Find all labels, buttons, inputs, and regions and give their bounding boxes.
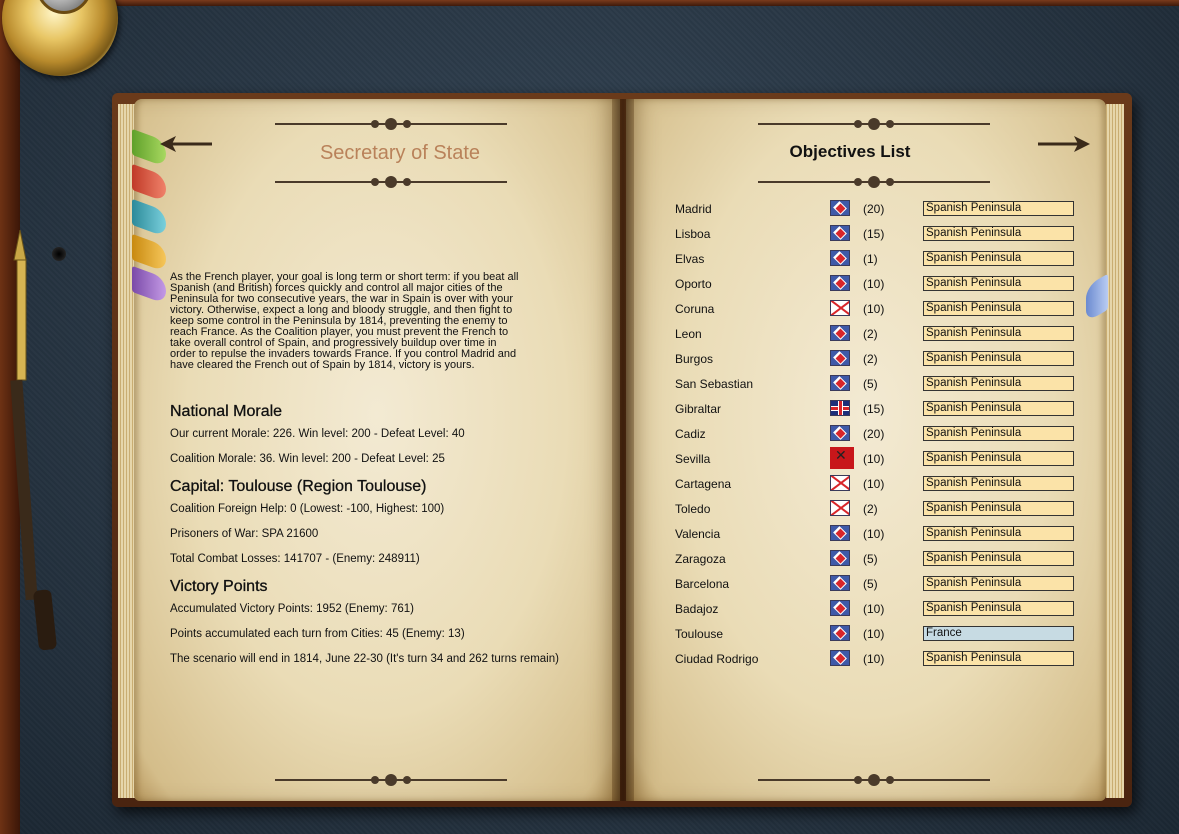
objective-region: Spanish Peninsula — [923, 326, 1074, 341]
objective-region: Spanish Peninsula — [923, 251, 1074, 266]
objective-value: (5) — [863, 577, 878, 591]
objective-value: (10) — [863, 652, 885, 666]
objective-value: (10) — [863, 527, 885, 541]
objective-value: (10) — [863, 302, 885, 316]
objective-value: (10) — [863, 452, 885, 466]
objective-name: Ciudad Rodrigo — [675, 652, 759, 666]
nation-flag-icon — [830, 575, 850, 591]
objective-name: Cartagena — [675, 477, 732, 491]
ornament-divider-icon — [275, 772, 507, 788]
objective-value: (15) — [863, 402, 885, 416]
ornament-divider-icon — [758, 116, 990, 132]
objective-row[interactable] — [675, 600, 1075, 618]
objective-name: Leon — [675, 327, 702, 341]
objective-row[interactable] — [675, 350, 1075, 368]
objective-name: Badajoz — [675, 602, 719, 616]
objective-row[interactable] — [675, 225, 1075, 243]
objective-row[interactable] — [675, 650, 1075, 668]
objective-region: Spanish Peninsula — [923, 351, 1074, 366]
objective-name: Toledo — [675, 502, 711, 516]
objective-name: Zaragoza — [675, 552, 726, 566]
objective-value: (10) — [863, 477, 885, 491]
objective-row[interactable] — [675, 550, 1075, 568]
objective-region: Spanish Peninsula — [923, 226, 1074, 241]
objective-row[interactable] — [675, 400, 1075, 418]
next-page-arrow-icon[interactable] — [1038, 134, 1090, 154]
capital-heading: Capital: Toulouse (Region Toulouse) — [170, 478, 427, 495]
victory-points-heading: Victory Points — [170, 578, 268, 595]
objective-value: (20) — [863, 427, 885, 441]
nation-flag-icon — [830, 375, 850, 391]
objective-row[interactable] — [675, 375, 1075, 393]
objective-row[interactable] — [675, 625, 1075, 643]
ornament-divider-icon — [758, 772, 990, 788]
objective-row[interactable] — [675, 275, 1075, 293]
objective-row[interactable] — [675, 250, 1075, 268]
our-morale-text: Our current Morale: 226. Win level: 200 - Defeat Level: 40 — [170, 428, 465, 440]
book-spine — [612, 99, 634, 801]
objective-value: (10) — [863, 627, 885, 641]
foreign-help-text: Coalition Foreign Help: 0 (Lowest: -100, Highest: 100) — [170, 503, 445, 515]
nation-flag-icon — [830, 300, 850, 316]
objective-name: Lisboa — [675, 227, 711, 241]
objective-name: Madrid — [675, 202, 712, 216]
objective-region: Spanish Peninsula — [923, 651, 1074, 666]
objective-region: France — [923, 626, 1074, 641]
accumulated-vp-text: Accumulated Victory Points: 1952 (Enemy: 761) — [170, 603, 414, 615]
ornament-divider-icon — [275, 174, 507, 190]
objective-region: Spanish Peninsula — [923, 376, 1074, 391]
nation-flag-icon — [830, 447, 854, 469]
nation-flag-icon — [830, 550, 850, 566]
objective-row[interactable] — [675, 475, 1075, 493]
objective-value: (20) — [863, 202, 885, 216]
objective-region: Spanish Peninsula — [923, 576, 1074, 591]
nation-flag-icon — [830, 225, 850, 241]
objective-name: Sevilla — [675, 452, 711, 466]
knob-lens-icon — [36, 0, 92, 14]
objective-region: Spanish Peninsula — [923, 551, 1074, 566]
points-per-turn-text: Points accumulated each turn from Cities: 45 (Enemy: 13) — [170, 628, 465, 640]
nation-flag-icon — [830, 475, 850, 491]
objective-region: Spanish Peninsula — [923, 426, 1074, 441]
window-top-frame — [0, 0, 1179, 6]
nation-flag-icon — [830, 325, 850, 341]
nation-flag-icon — [830, 350, 850, 366]
nation-flag-icon — [830, 600, 850, 616]
objective-name: Burgos — [675, 352, 714, 366]
objective-value: (10) — [863, 277, 885, 291]
objective-row[interactable] — [675, 450, 1075, 468]
objective-region: Spanish Peninsula — [923, 476, 1074, 491]
objective-name: Elvas — [675, 252, 705, 266]
coalition-morale-text: Coalition Morale: 36. Win level: 200 - Defeat Level: 25 — [170, 453, 445, 465]
objective-row[interactable] — [675, 425, 1075, 443]
objective-row[interactable] — [675, 525, 1075, 543]
quill-pen-icon — [8, 230, 68, 660]
nation-flag-icon — [830, 200, 850, 216]
objective-value: (5) — [863, 552, 878, 566]
objective-value: (2) — [863, 327, 878, 341]
objective-name: Cadiz — [675, 427, 706, 441]
objective-row[interactable] — [675, 575, 1075, 593]
ornament-divider-icon — [758, 174, 990, 190]
objective-value: (2) — [863, 352, 878, 366]
objective-value: (15) — [863, 227, 885, 241]
nation-flag-icon — [830, 650, 850, 666]
objective-name: Coruna — [675, 302, 715, 316]
objective-region: Spanish Peninsula — [923, 451, 1074, 466]
page-title: Secretary of State — [319, 142, 481, 164]
objective-row[interactable] — [675, 200, 1075, 218]
objective-name: Oporto — [675, 277, 712, 291]
nation-flag-icon — [830, 500, 850, 516]
objective-name: Gibraltar — [675, 402, 722, 416]
nation-flag-icon — [830, 275, 850, 291]
objective-value: (10) — [863, 602, 885, 616]
objective-region: Spanish Peninsula — [923, 526, 1074, 541]
national-morale-heading: National Morale — [170, 403, 283, 420]
objectives-title: Objectives List — [789, 142, 911, 161]
objective-row[interactable] — [675, 300, 1075, 318]
objective-region: Spanish Peninsula — [923, 276, 1074, 291]
objective-name: Valencia — [675, 527, 721, 541]
nation-flag-icon — [830, 400, 850, 416]
nation-flag-icon — [830, 525, 850, 541]
objective-name: San Sebastian — [675, 377, 754, 391]
nation-flag-icon — [830, 625, 850, 641]
objective-region: Spanish Peninsula — [923, 301, 1074, 316]
objective-value: (2) — [863, 502, 878, 516]
objective-region: Spanish Peninsula — [923, 201, 1074, 216]
objective-value: (5) — [863, 377, 878, 391]
objective-row[interactable] — [675, 325, 1075, 343]
previous-page-arrow-icon[interactable] — [160, 134, 212, 154]
scenario-description: As the French player, your goal is long term or short term: if you beat all Spanish (and British) forces quickly and control all major cities of the Peninsula for two consecutive years, the war in Spain is over with your victory. Otherwise, expect a long and bloody struggle, and then fight to keep some control in the Peninsula by 1814, preventing the enemy to reach France. As the Coalition player, you must prevent the French to take overall control of Spain, and progressively buildup over time in order to repulse the invaders towards France. If you control Madrid and have cleared the French out of Spain by 1814, victory is yours. — [170, 271, 519, 371]
objective-region: Spanish Peninsula — [923, 501, 1074, 516]
nation-flag-icon — [830, 250, 850, 266]
ornament-divider-icon — [275, 116, 507, 132]
objective-region: Spanish Peninsula — [923, 601, 1074, 616]
objective-value: (1) — [863, 252, 878, 266]
combat-losses-text: Total Combat Losses: 141707 - (Enemy: 248911) — [170, 553, 420, 565]
objective-row[interactable] — [675, 500, 1075, 518]
objective-name: Toulouse — [675, 627, 724, 641]
page-edges-right — [1106, 104, 1124, 798]
objective-name: Barcelona — [675, 577, 730, 591]
left-page — [134, 99, 620, 801]
scenario-end-text: The scenario will end in 1814, June 22-30 (It's turn 34 and 262 turns remain) — [170, 653, 559, 665]
prisoners-text: Prisoners of War: SPA 21600 — [170, 528, 319, 540]
nation-flag-icon — [830, 425, 850, 441]
objective-region: Spanish Peninsula — [923, 401, 1074, 416]
